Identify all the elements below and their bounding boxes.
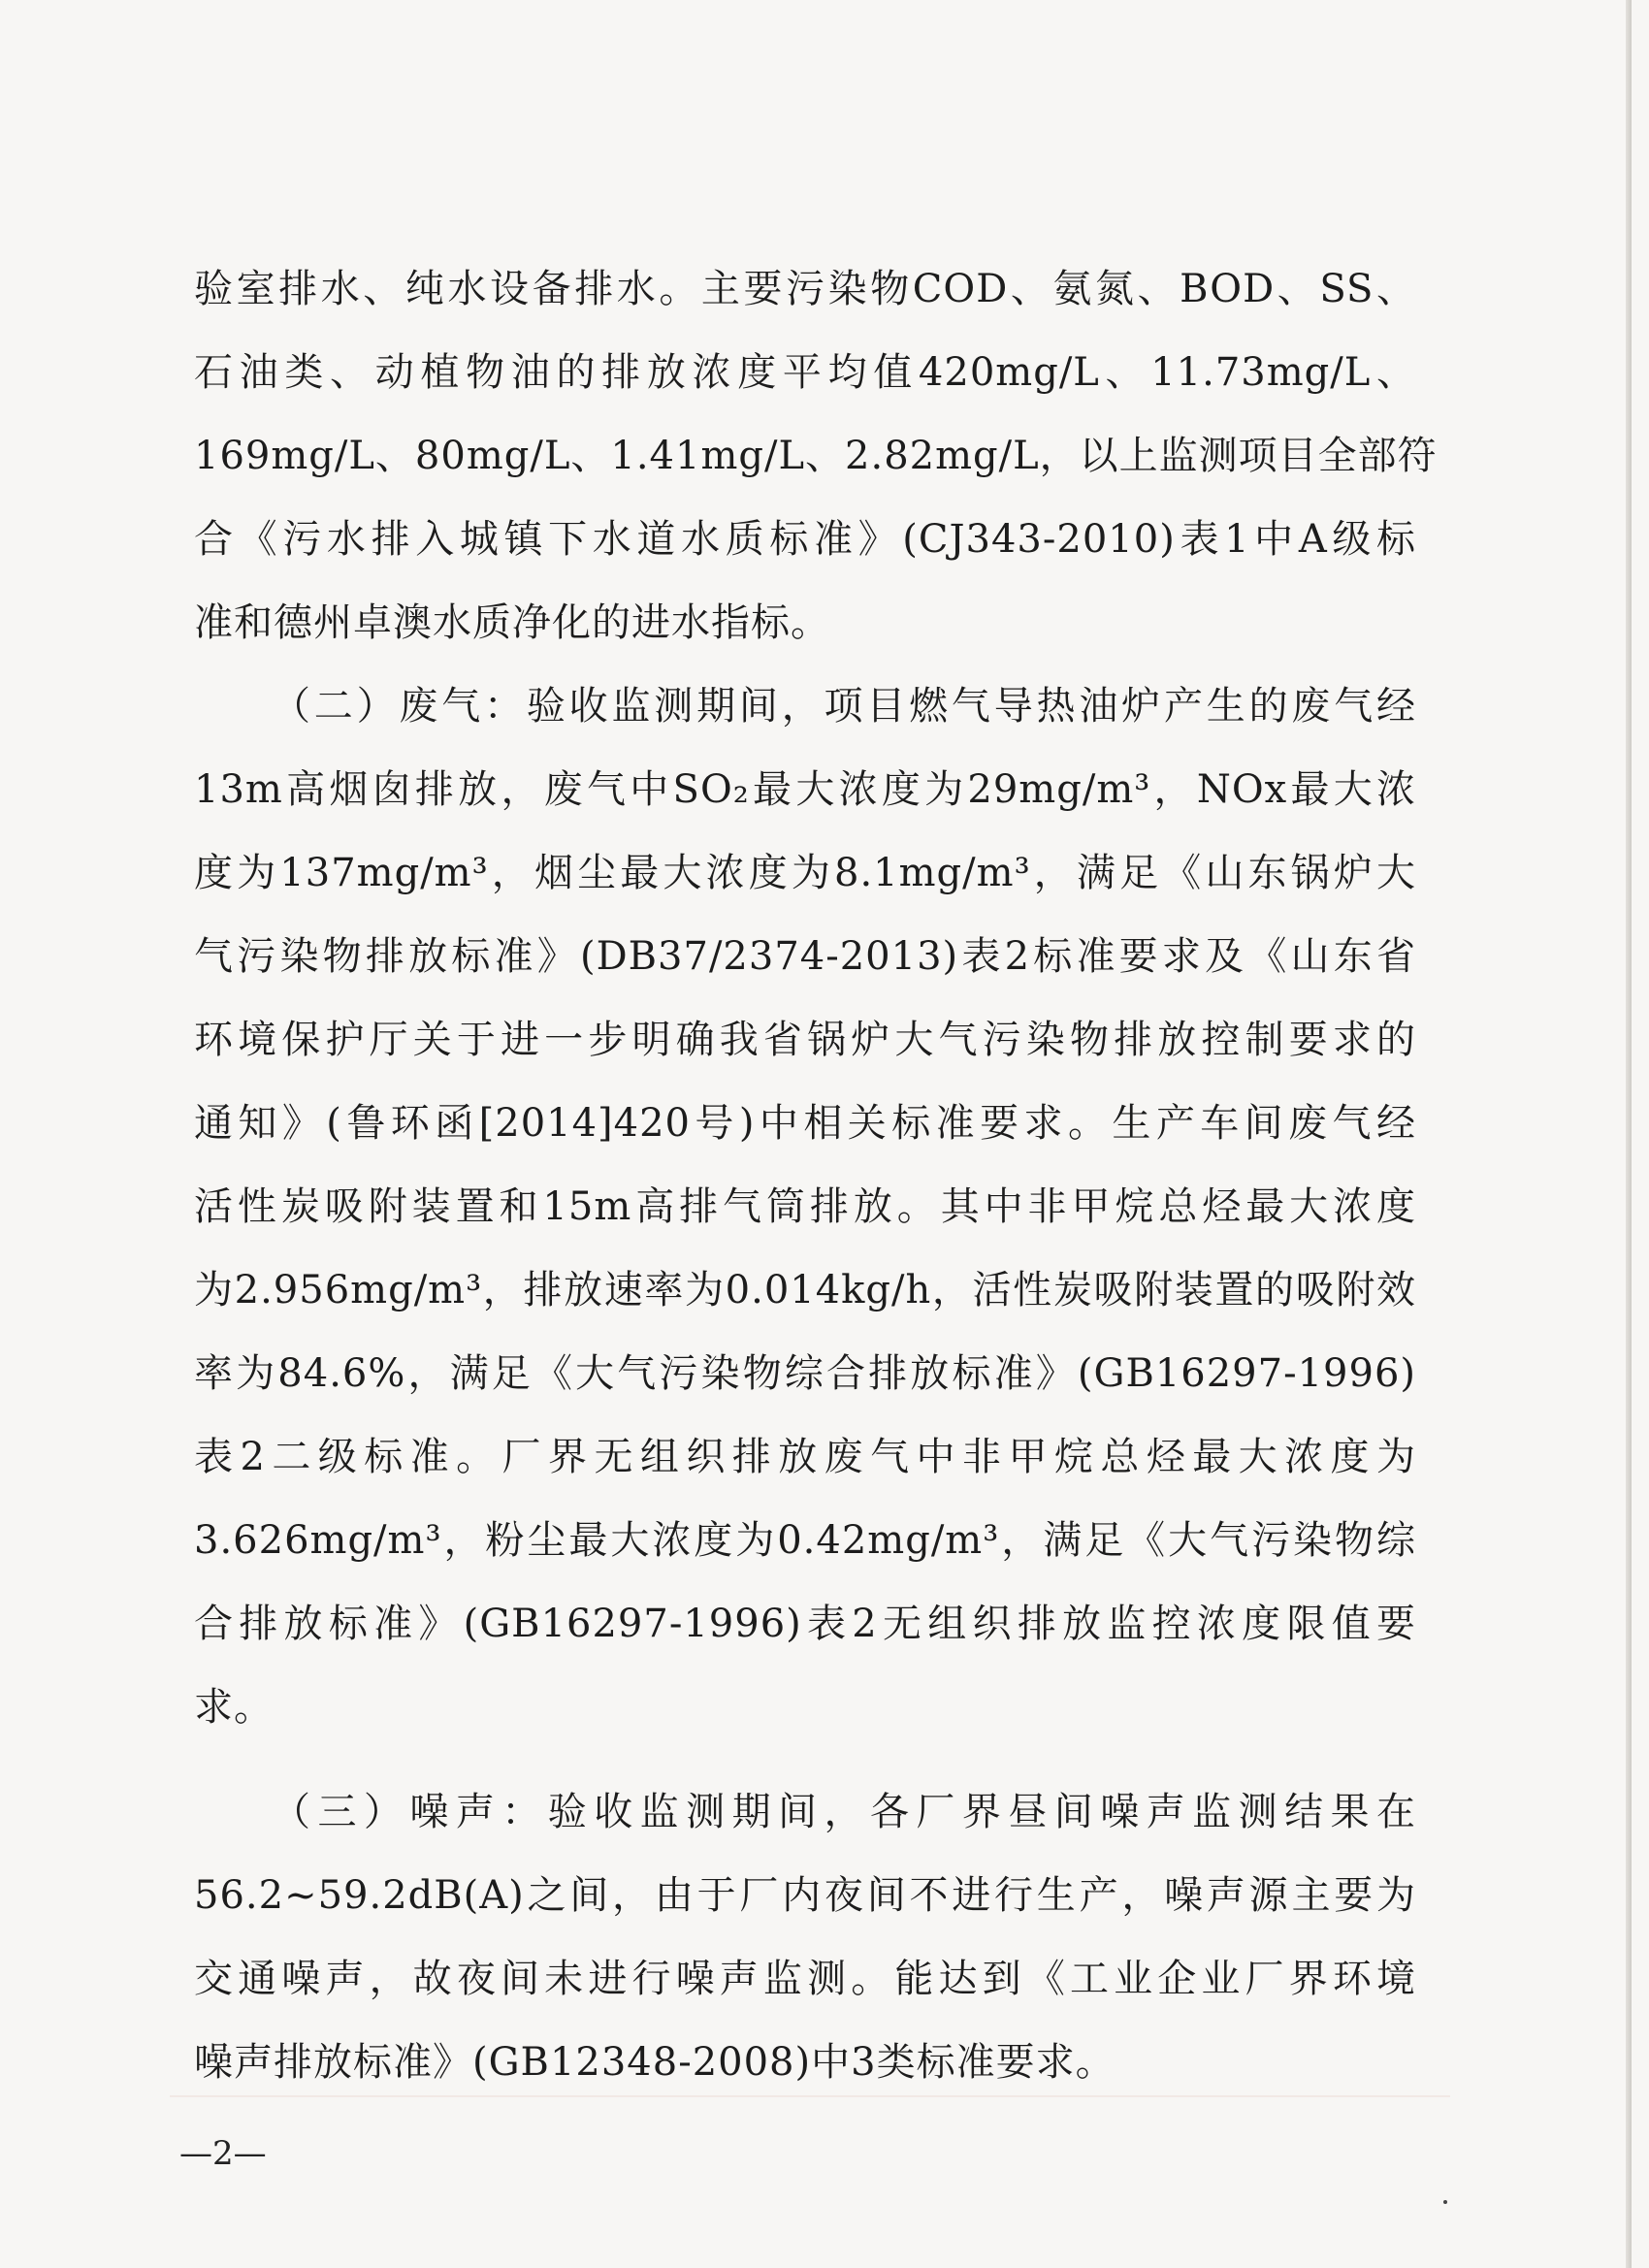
body-line: 活性炭吸附装置和15m高排气筒排放。其中非甲烷总烃最大浓度 [194,1184,1416,1229]
page-number: —2— [179,2134,267,2173]
body-line: 交通噪声，故夜间未进行噪声监测。能达到《工业企业厂界环境 [194,1957,1416,2001]
page-edge-shadow [1626,0,1632,2268]
paragraph-gap [194,1749,1416,1770]
body-line: 合《污水排入城镇下水道水质标准》(CJ343-2010)表1中A级标 [194,517,1416,562]
document-body [194,247,1438,2104]
body-line: 求。 [194,1685,274,1730]
body-line: 为2.956mg/m³，排放速率为0.014kg/h，活性炭吸附装置的吸附效 [194,1268,1416,1312]
body-line: 石油类、动植物油的排放浓度平均值420mg/L、11.73mg/L、 [194,350,1416,395]
body-line: 验室排水、纯水设备排水。主要污染物COD、氨氮、BOD、SS、 [194,267,1416,311]
body-line: 环境保护厅关于进一步明确我省锅炉大气污染物排放控制要求的 [194,1018,1416,1062]
body-line: 噪声排放标准》(GB12348-2008)中3类标准要求。 [194,2040,1116,2085]
body-line: 气污染物排放标准》(DB37/2374-2013)表2标准要求及《山东省 [194,934,1416,979]
body-line: 通知》(鲁环函[2014]420号)中相关标准要求。生产车间废气经 [194,1101,1416,1146]
section-heading-waste-gas: （二）废气：验收监测期间，项目燃气导热油炉产生的废气经 [272,684,1416,729]
body-line: 率为84.6%，满足《大气污染物综合排放标准》(GB16297-1996) [194,1351,1416,1396]
footer-rule [170,2095,1450,2097]
body-line: 表2二级标准。厂界无组织排放废气中非甲烷总烃最大浓度为 [194,1435,1416,1479]
body-line: 169mg/L、80mg/L、1.41mg/L、2.82mg/L，以上监测项目全部符 [194,434,1438,478]
section-heading-noise: （三）噪声：验收监测期间，各厂界昼间噪声监测结果在 [272,1790,1416,1834]
body-line: 56.2~59.2dB(A)之间，由于厂内夜间不进行生产，噪声源主要为 [194,1873,1416,1918]
body-line: 度为137mg/m³，烟尘最大浓度为8.1mg/m³，满足《山东锅炉大 [194,851,1416,895]
body-line: 13m高烟囱排放，废气中SO₂最大浓度为29mg/m³，NOx最大浓 [194,767,1416,812]
body-line: 3.626mg/m³，粉尘最大浓度为0.42mg/m³，满足《大气污染物综 [194,1518,1416,1563]
body-line: 合排放标准》(GB16297-1996)表2无组织排放监控浓度限值要 [194,1602,1416,1646]
scan-speck [1443,2200,1447,2204]
body-line: 准和德州卓澳水质净化的进水指标。 [194,600,830,645]
